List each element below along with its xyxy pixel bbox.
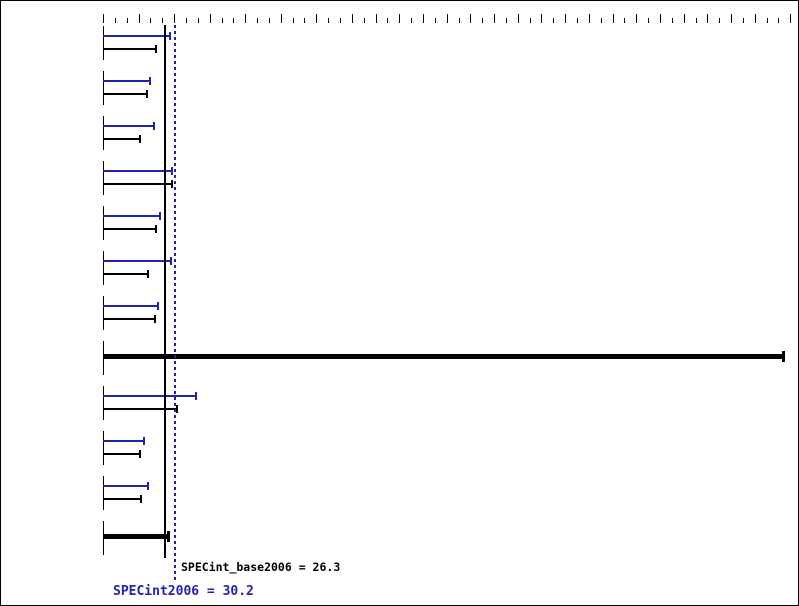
- base-value-label: [132, 101, 161, 112]
- base-bar: [103, 183, 172, 185]
- peak-bar: [103, 125, 154, 127]
- x-axis-minor-tick: [435, 18, 436, 23]
- peak-bar: [103, 395, 196, 397]
- base-mean-line: [164, 25, 166, 558]
- base-value-label: [133, 281, 162, 292]
- base-bar: [103, 453, 140, 455]
- peak-bar: [103, 35, 170, 37]
- x-axis-major-tick: [613, 14, 614, 23]
- x-axis-minor-tick: [387, 18, 388, 23]
- peak-value-label: [134, 67, 163, 78]
- x-axis-major-tick: [541, 14, 542, 23]
- x-axis-minor-tick: [115, 18, 116, 23]
- x-axis-major-tick: [589, 14, 590, 23]
- x-axis-minor-tick: [530, 18, 531, 23]
- x-axis-major-tick: [470, 14, 471, 23]
- x-axis-minor-tick: [459, 18, 460, 23]
- base-bar-end-cap: [139, 450, 141, 458]
- peak-value-label: [179, 247, 208, 258]
- base-value-label: [127, 506, 156, 517]
- peak-bar: [103, 215, 160, 217]
- x-axis-minor-tick: [601, 18, 602, 23]
- base-bar: [103, 93, 147, 95]
- x-axis-minor-tick: [696, 18, 697, 23]
- result-value-label: [134, 525, 163, 536]
- base-bar-end-cap: [171, 180, 173, 188]
- peak-bar-end-cap: [143, 437, 145, 445]
- row-axis-bracket: [103, 476, 104, 510]
- x-axis-minor-tick: [222, 18, 223, 23]
- x-axis-major-tick: [423, 14, 424, 23]
- x-axis-minor-tick: [778, 18, 779, 23]
- peak-bar-end-cap: [147, 482, 149, 490]
- peak-value-label: [134, 22, 163, 33]
- base-bar-end-cap: [155, 225, 157, 233]
- x-axis-minor-tick: [506, 18, 507, 23]
- x-axis-major-tick: [103, 14, 104, 23]
- peak-mean-line: [174, 25, 176, 581]
- row-axis-bracket: [103, 206, 104, 240]
- peak-bar: [103, 440, 144, 442]
- base-value-label: [134, 236, 163, 247]
- x-axis-minor-tick: [198, 18, 199, 23]
- x-axis-minor-tick: [553, 18, 554, 23]
- x-axis-minor-tick: [328, 18, 329, 23]
- peak-value-label: [134, 292, 163, 303]
- peak-bar-end-cap: [149, 77, 151, 85]
- x-axis-minor-tick: [411, 18, 412, 23]
- peak-value-label: [134, 112, 163, 123]
- peak-bar: [103, 485, 148, 487]
- x-axis-minor-tick: [577, 18, 578, 23]
- base-bar-end-cap: [154, 315, 156, 323]
- row-axis-bracket: [103, 431, 104, 465]
- result-value-label: [772, 345, 794, 356]
- row-axis-bracket: [103, 26, 104, 60]
- x-axis-minor-tick: [672, 18, 673, 23]
- peak-bar: [103, 80, 150, 82]
- x-axis-major-tick: [755, 14, 756, 23]
- result-bar: [103, 354, 783, 359]
- x-axis-major-tick: [790, 14, 791, 23]
- x-axis-major-tick: [316, 14, 317, 23]
- peak-bar-end-cap: [171, 167, 173, 175]
- x-axis-minor-tick: [767, 18, 768, 23]
- row-axis-bracket: [103, 386, 104, 420]
- x-axis-minor-tick: [340, 18, 341, 23]
- peak-value-label: [181, 382, 210, 393]
- base-value-label: [179, 191, 208, 202]
- base-value-label: [126, 461, 155, 472]
- x-axis-major-tick: [210, 14, 211, 23]
- base-bar: [103, 273, 148, 275]
- x-axis-major-tick: [245, 14, 246, 23]
- x-axis-minor-tick: [186, 18, 187, 23]
- x-axis-major-tick: [376, 14, 377, 23]
- x-axis-tick-label: [768, 2, 799, 13]
- x-axis-minor-tick: [648, 18, 649, 23]
- base-bar-end-cap: [140, 495, 142, 503]
- x-axis-major-tick: [636, 14, 637, 23]
- peak-bar: [103, 305, 158, 307]
- x-axis-minor-tick: [304, 18, 305, 23]
- x-axis-major-tick: [174, 14, 175, 23]
- base-value-label: [179, 416, 208, 427]
- row-axis-bracket: [103, 296, 104, 330]
- peak-value-label: [134, 472, 163, 483]
- peak-bar-end-cap: [195, 392, 197, 400]
- x-axis-major-tick: [707, 14, 708, 23]
- x-axis-minor-tick: [719, 18, 720, 23]
- peak-bar-end-cap: [169, 32, 171, 40]
- peak-value-label: [130, 427, 159, 438]
- peak-bar: [103, 170, 172, 172]
- x-axis-minor-tick: [364, 18, 365, 23]
- x-axis-major-tick: [352, 14, 353, 23]
- x-axis-minor-tick: [743, 18, 744, 23]
- x-axis-minor-tick: [269, 18, 270, 23]
- base-value-label: [134, 56, 163, 67]
- peak-summary-text: SPECint2006 = 30.2: [113, 584, 254, 599]
- base-bar: [103, 48, 156, 50]
- x-axis-major-tick: [731, 14, 732, 23]
- row-axis-bracket: [103, 251, 104, 285]
- x-axis-minor-tick: [127, 18, 128, 23]
- x-axis-major-tick: [399, 14, 400, 23]
- x-axis-major-tick: [518, 14, 519, 23]
- x-axis-minor-tick: [624, 18, 625, 23]
- base-summary-text: SPECint_base2006 = 26.3: [181, 560, 341, 574]
- base-bar: [103, 498, 141, 500]
- base-bar-end-cap: [155, 45, 157, 53]
- base-bar-end-cap: [147, 270, 149, 278]
- base-bar-end-cap: [139, 135, 141, 143]
- x-axis-major-tick: [281, 14, 282, 23]
- base-bar-end-cap: [176, 405, 178, 413]
- x-axis-major-tick: [494, 14, 495, 23]
- x-axis-minor-tick: [257, 18, 258, 23]
- peak-bar-end-cap: [159, 212, 161, 220]
- peak-bar-end-cap: [170, 257, 172, 265]
- x-axis-major-tick: [660, 14, 661, 23]
- base-bar: [103, 318, 155, 320]
- x-axis-major-tick: [565, 14, 566, 23]
- x-axis-major-tick: [684, 14, 685, 23]
- base-bar-end-cap: [146, 90, 148, 98]
- peak-bar: [103, 260, 171, 262]
- result-bar-end-cap: [167, 531, 170, 542]
- peak-value-label: [134, 202, 163, 213]
- peak-value-label: [179, 157, 208, 168]
- x-axis-minor-tick: [293, 18, 294, 23]
- x-axis-major-tick: [447, 14, 448, 23]
- base-bar: [103, 138, 140, 140]
- x-axis-minor-tick: [233, 18, 234, 23]
- peak-bar-end-cap: [157, 302, 159, 310]
- base-value-label: [126, 146, 155, 157]
- base-value-label: [134, 326, 163, 337]
- peak-bar-end-cap: [153, 122, 155, 130]
- row-axis-bracket: [103, 116, 104, 150]
- row-axis-bracket: [103, 71, 104, 105]
- row-axis-bracket: [103, 161, 104, 195]
- base-bar: [103, 228, 156, 230]
- x-axis-minor-tick: [482, 18, 483, 23]
